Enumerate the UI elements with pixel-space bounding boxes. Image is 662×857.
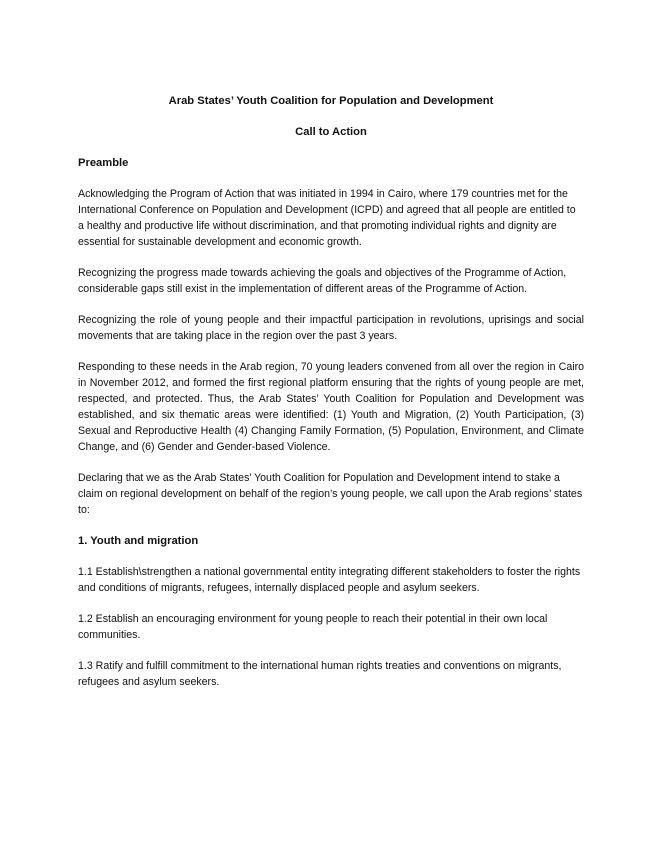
preamble-paragraph-1: Acknowledging the Program of Action that was initiated in 1994 in Cairo, where 179 countries met for the International Conference on Population and Development (ICPD) and agreed that all people are entitled to a healthy and productive life without discrimination, and that promoting individual rights and dignity are essential for sustainable development and economic growth. xyxy=(78,188,576,248)
preamble-paragraph-5: Declaring that we as the Arab States’ Youth Coalition for Population and Development intend to stake a claim on regional development on behalf of the region’s young people, we call upon the Arab regions’ states to: xyxy=(78,472,583,516)
preamble-paragraph-3: Recognizing the role of young people and their impactful participation in revolutions, uprisings and social movements that are taking place in the region over the past 3 years. xyxy=(78,314,584,342)
preamble-paragraph-4: Responding to these needs in the Arab region, 70 young leaders convened from all over the region in Cairo in November 2012, and formed the first regional platform ensuring that the rights of young people are met, respected, and protected. Thus, the Arab States’ Youth Coalition for Population and Development was established, and six thematic areas were identified: (1) Youth and Migration, (2) Youth Participation, (3) Sexual and Reproductive Health (4) Changing Family Formation, (5) Population, Environment, and Climate Change, and (6) Gender and Gender-based Violence. xyxy=(78,361,584,453)
document-title: Arab States’ Youth Coalition for Population and Development xyxy=(168,95,494,107)
section-1-item-3: 1.3 Ratify and fulfill commitment to the international human rights treaties and conventions on migrants, refugees and asylum seekers. xyxy=(78,660,562,688)
document-subtitle: Call to Action xyxy=(295,126,367,138)
preamble-paragraph-2: Recognizing the progress made towards achieving the goals and objectives of the Programme of Action, considerable gaps still exist in the implementation of different areas of the Programme of Action. xyxy=(78,267,567,295)
section-1-item-1: 1.1 Establish\strengthen a national governmental entity integrating different stakeholders to foster the rights and conditions of migrants, refugees, internally displaced people and asylum seekers. xyxy=(78,566,581,594)
section-1-item-2: 1.2 Establish an encouraging environment for young people to reach their potential in their own local communities. xyxy=(78,613,548,641)
preamble-heading: Preamble xyxy=(78,157,129,169)
section-1-heading: 1. Youth and migration xyxy=(78,535,199,547)
